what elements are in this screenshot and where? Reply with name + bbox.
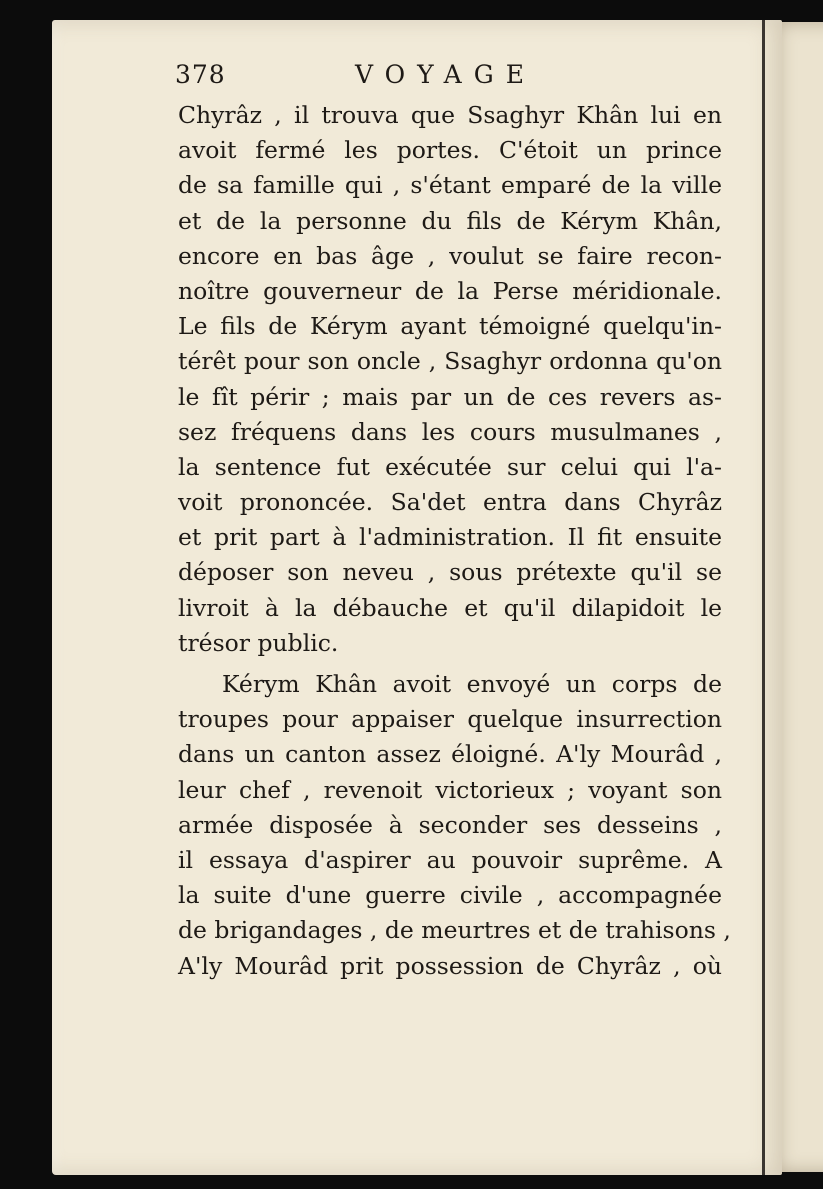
body-text xyxy=(178,98,731,984)
text-line: avoit fermé les portes. C'étoit un prince xyxy=(178,136,722,165)
text-line: et prit part à l'administration. Il fit ensuite xyxy=(178,523,722,552)
text-line: noître gouverneur de la Perse méridionale. xyxy=(178,276,722,305)
text-line: Le fils de Kérym ayant témoigné quelqu'in- xyxy=(178,312,722,341)
page-number: 378 xyxy=(175,60,226,89)
text-line: leur chef , revenoit victorieux ; voyant son xyxy=(178,775,722,804)
text-line: la sentence fut exécutée sur celui qui l'a- xyxy=(178,452,722,481)
page-header xyxy=(175,60,735,100)
text-line: de sa famille qui , s'étant emparé de la ville xyxy=(178,171,722,200)
text-line: térêt pour son oncle , Ssaghyr ordonna qu'on xyxy=(178,347,722,376)
text-line: dans un canton assez éloigné. A'ly Mourâd , xyxy=(178,740,722,769)
text-line: déposer son neveu , sous prétexte qu'il se xyxy=(178,558,722,587)
text-line: trésor public. xyxy=(178,628,339,657)
paragraph-1 xyxy=(178,98,722,661)
text-line: A'ly Mourâd prit possession de Chyrâz , où xyxy=(178,951,722,980)
text-line: Chyrâz , il trouva que Ssaghyr Khân lui en xyxy=(178,101,722,129)
text-line: la suite d'une guerre civile , accompagnée xyxy=(178,881,722,910)
text-line: de brigandages , de meurtres et de trahisons , xyxy=(178,916,731,945)
text-line: troupes pour appaiser quelque insurrection xyxy=(178,705,722,734)
text-line: le fît périr ; mais par un de ces revers as- xyxy=(178,382,722,411)
running-head: VOYAGE xyxy=(355,60,536,89)
text-line: voit prononcée. Sa'det entra dans Chyrâz xyxy=(178,488,722,517)
text-line: livroit à la débauche et qu'il dilapidoit le xyxy=(178,593,722,622)
text-line: sez fréquens dans les cours musulmanes , xyxy=(178,417,722,446)
text-line: armée disposée à seconder ses desseins , xyxy=(178,810,722,839)
page-gutter xyxy=(762,20,765,1175)
text-line: il essaya d'aspirer au pouvoir suprême. A xyxy=(178,845,722,874)
text-line: encore en bas âge , voulut se faire recon- xyxy=(178,241,722,270)
text-line: Kérym Khân avoit envoyé un corps de xyxy=(222,670,722,698)
paragraph-2 xyxy=(178,667,731,984)
text-line: et de la personne du fils de Kérym Khân, xyxy=(178,206,722,235)
